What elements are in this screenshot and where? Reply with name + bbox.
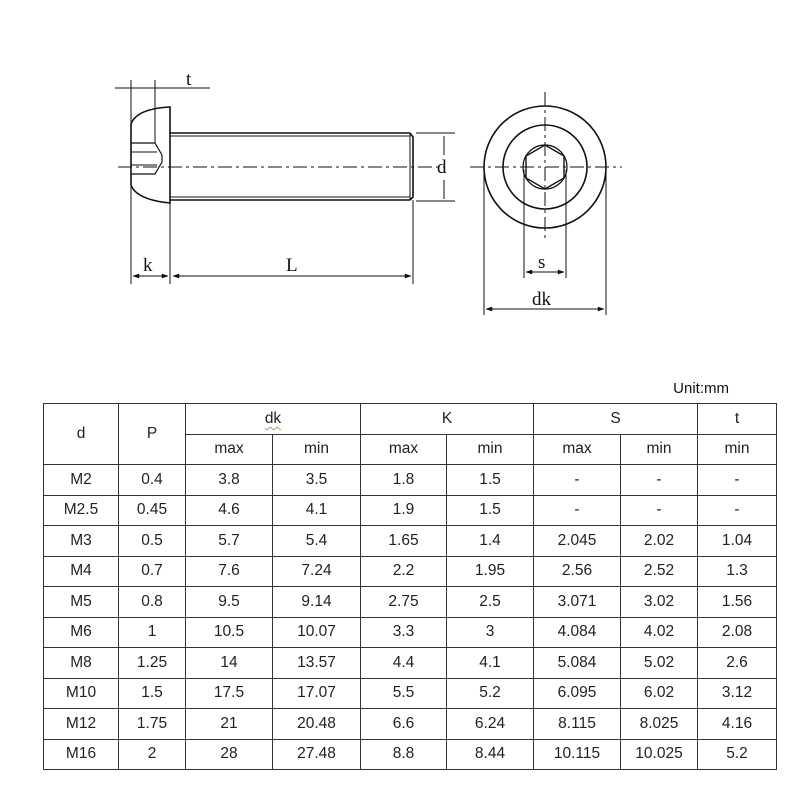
table-row — [44, 587, 777, 618]
cell-k-max: 2.75 — [361, 587, 447, 618]
table-row — [44, 739, 777, 770]
cell-k-max: 4.4 — [361, 648, 447, 679]
dimension-label-k: k — [143, 255, 153, 276]
cell-dk-min: 17.07 — [273, 678, 361, 709]
cell-t-min: - — [698, 495, 777, 526]
table-row — [44, 526, 777, 557]
table-row — [44, 648, 777, 679]
cell-s-max: 3.071 — [534, 587, 621, 618]
cell-p: 0.8 — [119, 587, 186, 618]
dimension-spec-table — [43, 403, 777, 770]
cell-t-min: 1.56 — [698, 587, 777, 618]
cell-dk-max: 3.8 — [186, 465, 273, 496]
cell-p: 0.45 — [119, 495, 186, 526]
cell-s-max: 2.56 — [534, 556, 621, 587]
cell-k-min: 1.5 — [447, 495, 534, 526]
cell-s-min: 4.02 — [621, 617, 698, 648]
cell-k-max: 1.9 — [361, 495, 447, 526]
cell-k-max: 1.65 — [361, 526, 447, 557]
header-p: P — [119, 404, 186, 465]
cell-s-max: - — [534, 495, 621, 526]
cell-dk-max: 14 — [186, 648, 273, 679]
cell-dk-max: 5.7 — [186, 526, 273, 557]
unit-label: Unit:mm — [673, 380, 729, 397]
cell-d: M16 — [44, 739, 119, 770]
dimension-label-d: d — [437, 157, 447, 178]
cell-dk-max: 21 — [186, 709, 273, 740]
cell-t-min: - — [698, 465, 777, 496]
cell-dk-min: 20.48 — [273, 709, 361, 740]
screw-technical-drawing — [0, 0, 800, 340]
cell-k-max: 1.8 — [361, 465, 447, 496]
cell-d: M12 — [44, 709, 119, 740]
cell-t-min: 5.2 — [698, 739, 777, 770]
header-t: t — [698, 404, 777, 435]
cell-t-min: 1.3 — [698, 556, 777, 587]
cell-t-min: 2.6 — [698, 648, 777, 679]
cell-k-min: 5.2 — [447, 678, 534, 709]
cell-s-min: - — [621, 495, 698, 526]
cell-p: 1.75 — [119, 709, 186, 740]
cell-dk-max: 10.5 — [186, 617, 273, 648]
subheader-s-min: min — [621, 434, 698, 465]
cell-dk-max: 17.5 — [186, 678, 273, 709]
cell-s-min: 2.52 — [621, 556, 698, 587]
cell-dk-max: 4.6 — [186, 495, 273, 526]
cell-s-max: 6.095 — [534, 678, 621, 709]
subheader-k-max: max — [361, 434, 447, 465]
cell-s-min: 10.025 — [621, 739, 698, 770]
button-head-outline — [131, 107, 170, 203]
table-row — [44, 617, 777, 648]
cell-k-max: 2.2 — [361, 556, 447, 587]
cell-s-max: 5.084 — [534, 648, 621, 679]
cell-t-min: 4.16 — [698, 709, 777, 740]
table-row — [44, 556, 777, 587]
cell-k-min: 6.24 — [447, 709, 534, 740]
subheader-dk-max: max — [186, 434, 273, 465]
cell-dk-min: 5.4 — [273, 526, 361, 557]
cell-s-max: 8.115 — [534, 709, 621, 740]
cell-s-max: 2.045 — [534, 526, 621, 557]
cell-p: 1.25 — [119, 648, 186, 679]
cell-s-min: 3.02 — [621, 587, 698, 618]
cell-dk-min: 3.5 — [273, 465, 361, 496]
cell-dk-min: 13.57 — [273, 648, 361, 679]
cell-d: M2 — [44, 465, 119, 496]
cell-p: 0.7 — [119, 556, 186, 587]
cell-d: M2.5 — [44, 495, 119, 526]
dimension-label-s: s — [538, 252, 546, 273]
cell-p: 0.5 — [119, 526, 186, 557]
cell-k-min: 1.5 — [447, 465, 534, 496]
cell-k-min: 2.5 — [447, 587, 534, 618]
dimension-label-t: t — [186, 69, 192, 90]
cell-k-min: 4.1 — [447, 648, 534, 679]
cell-t-min: 1.04 — [698, 526, 777, 557]
cell-s-max: 4.084 — [534, 617, 621, 648]
cell-k-min: 1.95 — [447, 556, 534, 587]
cell-k-max: 8.8 — [361, 739, 447, 770]
cell-s-min: 8.025 — [621, 709, 698, 740]
cell-d: M10 — [44, 678, 119, 709]
cell-s-min: 6.02 — [621, 678, 698, 709]
subheader-t-min: min — [698, 434, 777, 465]
cell-k-max: 5.5 — [361, 678, 447, 709]
header-s: S — [534, 404, 698, 435]
header-dk-label: dk — [264, 409, 282, 427]
cell-dk-min: 9.14 — [273, 587, 361, 618]
table-row — [44, 709, 777, 740]
cell-s-min: 5.02 — [621, 648, 698, 679]
cell-s-min: 2.02 — [621, 526, 698, 557]
cell-t-min: 2.08 — [698, 617, 777, 648]
cell-s-min: - — [621, 465, 698, 496]
header-k: K — [361, 404, 534, 435]
screw-drawing-lines — [0, 0, 800, 340]
cell-p: 1.5 — [119, 678, 186, 709]
cell-d: M3 — [44, 526, 119, 557]
cell-k-min: 1.4 — [447, 526, 534, 557]
cell-d: M5 — [44, 587, 119, 618]
cell-dk-min: 10.07 — [273, 617, 361, 648]
cell-dk-min: 4.1 — [273, 495, 361, 526]
cell-t-min: 3.12 — [698, 678, 777, 709]
cell-s-max: 10.115 — [534, 739, 621, 770]
cell-dk-max: 28 — [186, 739, 273, 770]
dimension-label-L: L — [286, 255, 298, 276]
cell-k-max: 6.6 — [361, 709, 447, 740]
table-row — [44, 678, 777, 709]
table-group-header-row — [44, 404, 777, 435]
dimension-label-dk: dk — [532, 289, 551, 310]
cell-k-min: 3 — [447, 617, 534, 648]
cell-d: M4 — [44, 556, 119, 587]
cell-p: 2 — [119, 739, 186, 770]
cell-p: 1 — [119, 617, 186, 648]
cell-dk-max: 9.5 — [186, 587, 273, 618]
cell-s-max: - — [534, 465, 621, 496]
cell-p: 0.4 — [119, 465, 186, 496]
subheader-dk-min: min — [273, 434, 361, 465]
cell-d: M6 — [44, 617, 119, 648]
cell-dk-min: 7.24 — [273, 556, 361, 587]
cell-k-max: 3.3 — [361, 617, 447, 648]
table-row — [44, 495, 777, 526]
table-row — [44, 465, 777, 496]
subheader-s-max: max — [534, 434, 621, 465]
cell-dk-min: 27.48 — [273, 739, 361, 770]
cell-dk-max: 7.6 — [186, 556, 273, 587]
header-dk — [186, 404, 361, 435]
cell-d: M8 — [44, 648, 119, 679]
header-d: d — [44, 404, 119, 465]
subheader-k-min: min — [447, 434, 534, 465]
cell-k-min: 8.44 — [447, 739, 534, 770]
